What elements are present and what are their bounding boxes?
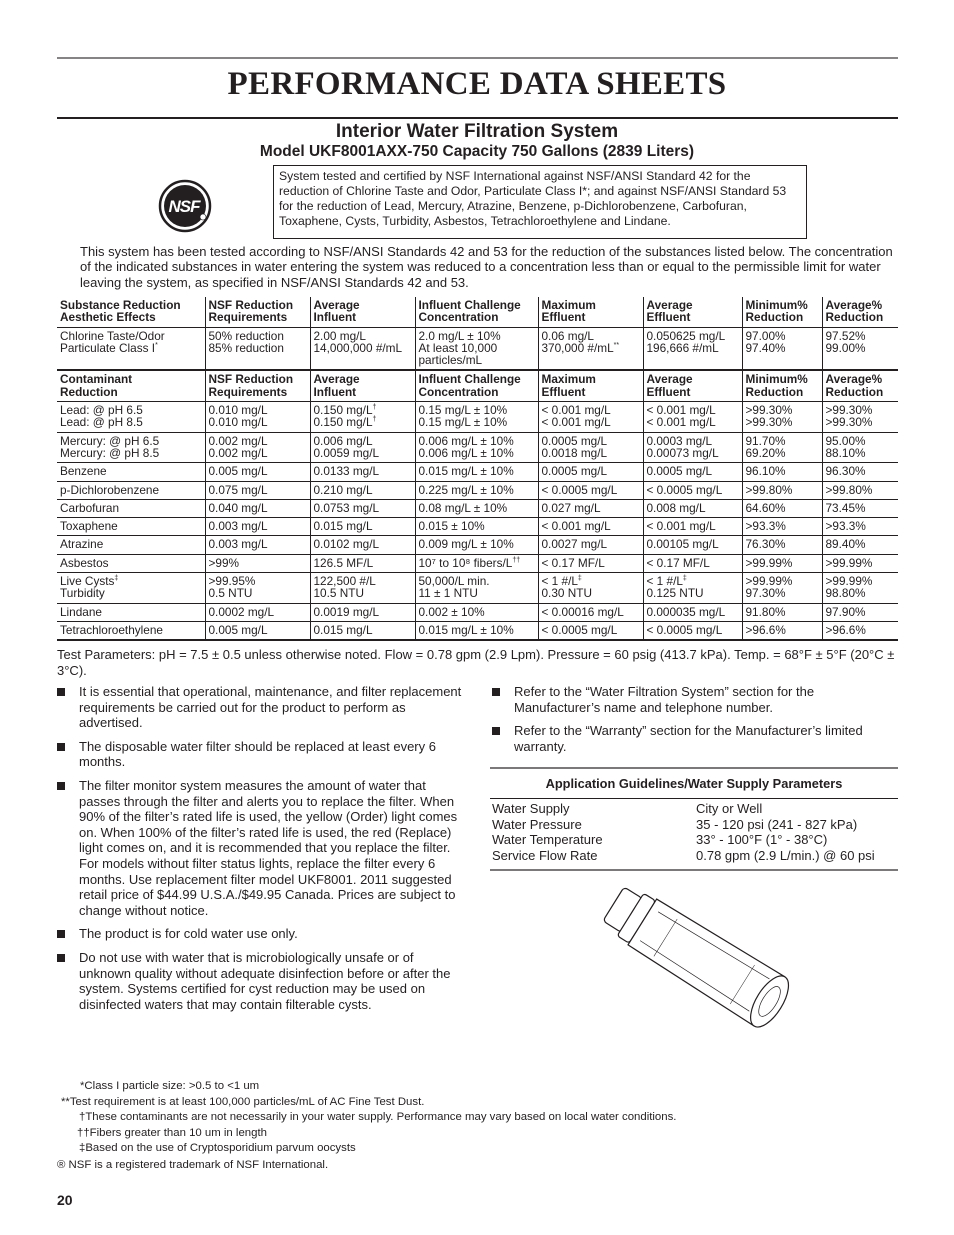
- table-cell: < 0.001 mg/L < 0.001 mg/L: [538, 402, 643, 433]
- table-cell: < 0.0005 mg/L: [643, 481, 742, 499]
- table-cell: < 0.00016 mg/L: [538, 603, 643, 621]
- table-cell: >99.30% >99.30%: [822, 402, 898, 433]
- system-title: Interior Water Filtration System: [335, 121, 619, 142]
- table-row: [57, 327, 898, 370]
- table-cell: < 0.0005 mg/L: [538, 481, 643, 499]
- table-cell: 0.040 mg/L: [205, 499, 310, 517]
- table-header-row: [57, 297, 898, 327]
- table-cell: 97.90%: [822, 603, 898, 621]
- bullet-item: [57, 926, 462, 942]
- table-cell: < 1 #/L‡ 0.30 NTU: [538, 573, 643, 604]
- table-cell: Atrazine: [57, 536, 205, 554]
- bullet-text: Refer to the “Warranty” section for the Manufacturer’s limited warranty.: [514, 723, 863, 754]
- table-cell: 0.015 mg/L ± 10%: [415, 621, 538, 640]
- table-cell: 10⁷ to 10⁸ fibers/L††: [415, 554, 538, 572]
- notes-list-right: [492, 684, 897, 762]
- table-cell: Toxaphene: [57, 518, 205, 536]
- table-cell: >99.99%: [742, 554, 822, 572]
- table-cell: 0.050625 mg/L 196,666 #/mL: [643, 327, 742, 370]
- table-cell: Asbestos: [57, 554, 205, 572]
- notes-list-left: [57, 684, 462, 1020]
- water-filter-illustration: [600, 883, 800, 1033]
- footnote: ® NSF is a registered trademark of NSF International.: [57, 1159, 329, 1171]
- table-cell: 2.0 mg/L ± 10% At least 10,000 particles/mL: [415, 327, 538, 370]
- table-cell: >99%: [205, 554, 310, 572]
- bullet-text: The filter monitor system measures the amount of water that passes through the filter and alerts you to replace the filter. When 90% of the filter’s rated life is used, the yellow (Order) light comes on. When 100% of the filter’s rated life is used, the red (Replace) light comes on, and it is recommended that you replace the filter. For models without filter status lights, replace the filter every 6 months. Use replacement filter model UKF8001. 2011 suggested retail price of $44.99 U.S.A./$49.95 Canada. Prices are subject to change without notice.: [79, 777, 458, 918]
- table-cell: 0.0003 mg/L 0.00073 mg/L: [643, 432, 742, 463]
- table-row: [57, 481, 898, 499]
- table-cell: 0.006 mg/L ± 10% 0.006 mg/L ± 10%: [415, 432, 538, 463]
- table-cell: Substance Reduction Aesthetic Effects: [57, 297, 205, 327]
- table-cell: 0.005 mg/L: [205, 463, 310, 481]
- bullet-square-icon: [492, 688, 500, 696]
- title-rule: [57, 117, 898, 119]
- table-cell: 0.027 mg/L: [538, 499, 643, 517]
- table-cell: 96.30%: [822, 463, 898, 481]
- table-cell: < 0.17 MF/L: [538, 554, 643, 572]
- guideline-label: Service Flow Rate: [492, 847, 598, 863]
- guideline-value: 33° - 100°F (1° - 38°C): [696, 832, 828, 847]
- table-header-row: [57, 370, 898, 401]
- table-cell: Average% Reduction: [822, 370, 898, 401]
- table-cell: 0.210 mg/L: [310, 481, 415, 499]
- table-row: [57, 536, 898, 554]
- application-guidelines: [490, 767, 898, 871]
- table-row: [57, 518, 898, 536]
- table-cell: Influent Challenge Concentration: [415, 370, 538, 401]
- table-cell: >99.80%: [742, 481, 822, 499]
- table-cell: < 0.001 mg/L: [538, 518, 643, 536]
- table-cell: 76.30%: [742, 536, 822, 554]
- table-cell: 0.003 mg/L: [205, 518, 310, 536]
- table-cell: 0.0005 mg/L: [538, 463, 643, 481]
- table-cell: 0.000035 mg/L: [643, 603, 742, 621]
- table-cell: 0.003 mg/L: [205, 536, 310, 554]
- table-row: [57, 432, 898, 463]
- table-cell: 0.002 ± 10%: [415, 603, 538, 621]
- table-cell: 0.0027 mg/L: [538, 536, 643, 554]
- table-cell: 0.010 mg/L 0.010 mg/L: [205, 402, 310, 433]
- test-parameters: Test Parameters: pH = 7.5 ± 0.5 unless otherwise noted. Flow = 0.78 gpm (2.9 Lpm). Pressure = 60 psig (413.7 kPa). Temp. = 68°F ± 5°F (20°C ± 3°C).: [57, 647, 895, 678]
- table-cell: 0.0002 mg/L: [205, 603, 310, 621]
- footnote: †These contaminants are not necessarily in your water supply. Performance may vary based on local water conditions.: [79, 1111, 677, 1123]
- table-row: [57, 463, 898, 481]
- table-cell: < 0.17 MF/L: [643, 554, 742, 572]
- footnote: **Test requirement is at least 100,000 particles/mL of AC Fine Test Dust.: [61, 1096, 425, 1108]
- table-cell: 89.40%: [822, 536, 898, 554]
- table-cell: NSF Reduction Requirements: [205, 370, 310, 401]
- table-row: [57, 621, 898, 640]
- table-cell: 0.15 mg/L ± 10% 0.15 mg/L ± 10%: [415, 402, 538, 433]
- table-cell: Average Effluent: [643, 297, 742, 327]
- table-cell: Carbofuran: [57, 499, 205, 517]
- guideline-row: [490, 817, 898, 833]
- table-cell: Average Influent: [310, 370, 415, 401]
- table-cell: < 1 #/L‡ 0.125 NTU: [643, 573, 742, 604]
- table-cell: 0.0102 mg/L: [310, 536, 415, 554]
- bullet-text: Refer to the “Water Filtration System” section for the Manufacturer’s name and telephone number.: [514, 684, 815, 715]
- table-cell: Average Influent: [310, 297, 415, 327]
- bullet-item: [57, 739, 462, 770]
- table-cell: 0.015 ± 10%: [415, 518, 538, 536]
- guideline-value: 0.78 gpm (2.9 L/min.) @ 60 psi: [696, 847, 875, 863]
- table-cell: >96.6%: [742, 621, 822, 640]
- bullet-text: Do not use with water that is microbiologically unsafe or of unknown quality without adequate disinfection before or after the system. Systems certified for cyst reduction may be used on disinfected waters that may contain filterable cysts.: [79, 949, 451, 1012]
- footnote: *Class I particle size: >0.5 to <1 um: [80, 1080, 260, 1092]
- table-cell: 0.015 mg/L: [310, 621, 415, 640]
- table-cell: 50% reduction 85% reduction: [205, 327, 310, 370]
- table-cell: p-Dichlorobenzene: [57, 481, 205, 499]
- bullet-square-icon: [57, 782, 65, 790]
- guideline-row: [490, 832, 898, 848]
- table-cell: 0.0133 mg/L: [310, 463, 415, 481]
- table-cell: Contaminant Reduction: [57, 370, 205, 401]
- table-cell: < 0.001 mg/L < 0.001 mg/L: [643, 402, 742, 433]
- table-cell: >93.3%: [742, 518, 822, 536]
- page-title: PERFORMANCE DATA SHEETS: [227, 66, 727, 102]
- table-cell: >99.95% 0.5 NTU: [205, 573, 310, 604]
- top-rule: [57, 57, 898, 59]
- table-cell: 0.002 mg/L 0.002 mg/L: [205, 432, 310, 463]
- table-cell: 0.08 mg/L ± 10%: [415, 499, 538, 517]
- table-cell: Minimum% Reduction: [742, 370, 822, 401]
- bullet-item: [57, 684, 462, 731]
- bullet-item: [57, 778, 462, 918]
- table-cell: Live Cysts‡ Turbidity: [57, 573, 205, 604]
- guideline-value: 35 - 120 psi (241 - 827 kPa): [696, 816, 858, 832]
- bullet-text: The disposable water filter should be replaced at least every 6 months.: [79, 738, 436, 770]
- bullet-square-icon: [57, 688, 65, 696]
- table-cell: 0.00105 mg/L: [643, 536, 742, 554]
- table-cell: 0.005 mg/L: [205, 621, 310, 640]
- table-cell: Mercury: @ pH 6.5 Mercury: @ pH 8.5: [57, 432, 205, 463]
- table-cell: NSF Reduction Requirements: [205, 297, 310, 327]
- table-cell: >99.99%: [822, 554, 898, 572]
- table-cell: Benzene: [57, 463, 205, 481]
- table-cell: 2.00 mg/L 14,000,000 #/mL: [310, 327, 415, 370]
- table-cell: >99.99% 98.80%: [822, 573, 898, 604]
- table-cell: Lead: @ pH 6.5 Lead: @ pH 8.5: [57, 402, 205, 433]
- guidelines-rows: [490, 801, 898, 863]
- guideline-label: Water Temperature: [492, 832, 603, 847]
- table-cell: 0.006 mg/L 0.0059 mg/L: [310, 432, 415, 463]
- table-cell: >96.6%: [822, 621, 898, 640]
- bullet-square-icon: [492, 727, 500, 735]
- table-cell: Lindane: [57, 603, 205, 621]
- guidelines-divider: [490, 798, 898, 799]
- model-line: Model UKF8001AXX-750 Capacity 750 Gallons (2839 Liters): [259, 143, 695, 160]
- table-cell: >93.3%: [822, 518, 898, 536]
- table-cell: 64.60%: [742, 499, 822, 517]
- guidelines-title: Application Guidelines/Water Supply Parameters: [545, 776, 843, 791]
- table-cell: 0.008 mg/L: [643, 499, 742, 517]
- bullet-item: [492, 684, 897, 715]
- table-cell: 0.009 mg/L ± 10%: [415, 536, 538, 554]
- table-cell: 97.00% 97.40%: [742, 327, 822, 370]
- table-cell: 0.015 mg/L: [310, 518, 415, 536]
- bullet-item: [492, 723, 897, 754]
- table-cell: 0.150 mg/L† 0.150 mg/L†: [310, 402, 415, 433]
- table-cell: Tetrachloroethylene: [57, 621, 205, 640]
- table-cell: 95.00% 88.10%: [822, 432, 898, 463]
- table-cell: Average% Reduction: [822, 297, 898, 327]
- table-cell: < 0.0005 mg/L: [643, 621, 742, 640]
- table-cell: 50,000/L min. 11 ± 1 NTU: [415, 573, 538, 604]
- guideline-label: Water Pressure: [492, 816, 582, 832]
- table-cell: 0.0005 mg/L 0.0018 mg/L: [538, 432, 643, 463]
- table-row: [57, 603, 898, 621]
- table-cell: 97.52% 99.00%: [822, 327, 898, 370]
- table-cell: Maximum Effluent: [538, 297, 643, 327]
- table-cell: >99.30% >99.30%: [742, 402, 822, 433]
- table-cell: 0.06 mg/L 370,000 #/mL**: [538, 327, 643, 370]
- table-row: [57, 554, 898, 572]
- table-cell: 0.075 mg/L: [205, 481, 310, 499]
- footnote: ‡Based on the use of Cryptosporidium parvum oocysts: [79, 1142, 356, 1154]
- footnote: ††Fibers greater than 10 um in length: [77, 1127, 267, 1139]
- table-cell: 96.10%: [742, 463, 822, 481]
- table-cell: Maximum Effluent: [538, 370, 643, 401]
- table-cell: 91.80%: [742, 603, 822, 621]
- bullet-square-icon: [57, 743, 65, 751]
- table-cell: 0.0005 mg/L: [643, 463, 742, 481]
- table-cell: 0.0019 mg/L: [310, 603, 415, 621]
- table-cell: Minimum% Reduction: [742, 297, 822, 327]
- table-cell: < 0.0005 mg/L: [538, 621, 643, 640]
- table-row: [57, 499, 898, 517]
- table-cell: >99.80%: [822, 481, 898, 499]
- page-number: 20: [57, 1192, 73, 1208]
- bullet-square-icon: [57, 930, 65, 938]
- performance-table: [57, 297, 898, 641]
- table-row: [57, 573, 898, 604]
- table-cell: 126.5 MF/L: [310, 554, 415, 572]
- guideline-row: [490, 848, 898, 864]
- table-cell: < 0.001 mg/L: [643, 518, 742, 536]
- table-cell: 91.70% 69.20%: [742, 432, 822, 463]
- guidelines-top-rule: [490, 767, 898, 769]
- table-cell: 122,500 #/L 10.5 NTU: [310, 573, 415, 604]
- guideline-row: [490, 801, 898, 817]
- nsf-logo-text: NSF: [168, 197, 200, 216]
- guideline-value: City or Well: [696, 801, 763, 816]
- guidelines-bottom-rule: [490, 869, 898, 871]
- bullet-text: It is essential that operational, maintenance, and filter replacement requirements be carried out for the product to perform as advertised.: [79, 684, 462, 731]
- table-cell: Chlorine Taste/Odor Particulate Class I*: [57, 327, 205, 370]
- bullet-text: The product is for cold water use only.: [79, 926, 298, 942]
- nsf-logo-icon: [158, 179, 212, 233]
- table-cell: 0.0753 mg/L: [310, 499, 415, 517]
- bullet-square-icon: [57, 954, 65, 962]
- table-cell: 73.45%: [822, 499, 898, 517]
- table-cell: 0.015 mg/L ± 10%: [415, 463, 538, 481]
- certification-box: System tested and certified by NSF International against NSF/ANSI Standard 42 for the reduction of Chlorine Taste and Odor, Particulate Class I*; and against NSF/ANSI Standard 53 for the reduction of Lead, Mercury, Atrazine, Benzene, p-Dichlorobenzene, Carbofuran, Toxaphene, Cysts, Turbidity, Asbestos, Tetrachloroethylene and Lindane.: [273, 165, 807, 239]
- intro-paragraph: This system has been tested according to NSF/ANSI Standards 42 and 53 for the reduction of the substances listed below. The concentration of the indicated substances in water entering the system was reduced to a concentration less than or equal to the permissible limit for water leaving the system, as specified in NSF/ANSI Standards 42 and 53.: [80, 244, 893, 290]
- table-cell: >99.99% 97.30%: [742, 573, 822, 604]
- table-cell: Average Effluent: [643, 370, 742, 401]
- table-cell: 0.225 mg/L ± 10%: [415, 481, 538, 499]
- table-row: [57, 402, 898, 433]
- table-cell: Influent Challenge Concentration: [415, 297, 538, 327]
- guideline-label: Water Supply: [492, 801, 570, 816]
- bullet-item: [57, 950, 462, 1012]
